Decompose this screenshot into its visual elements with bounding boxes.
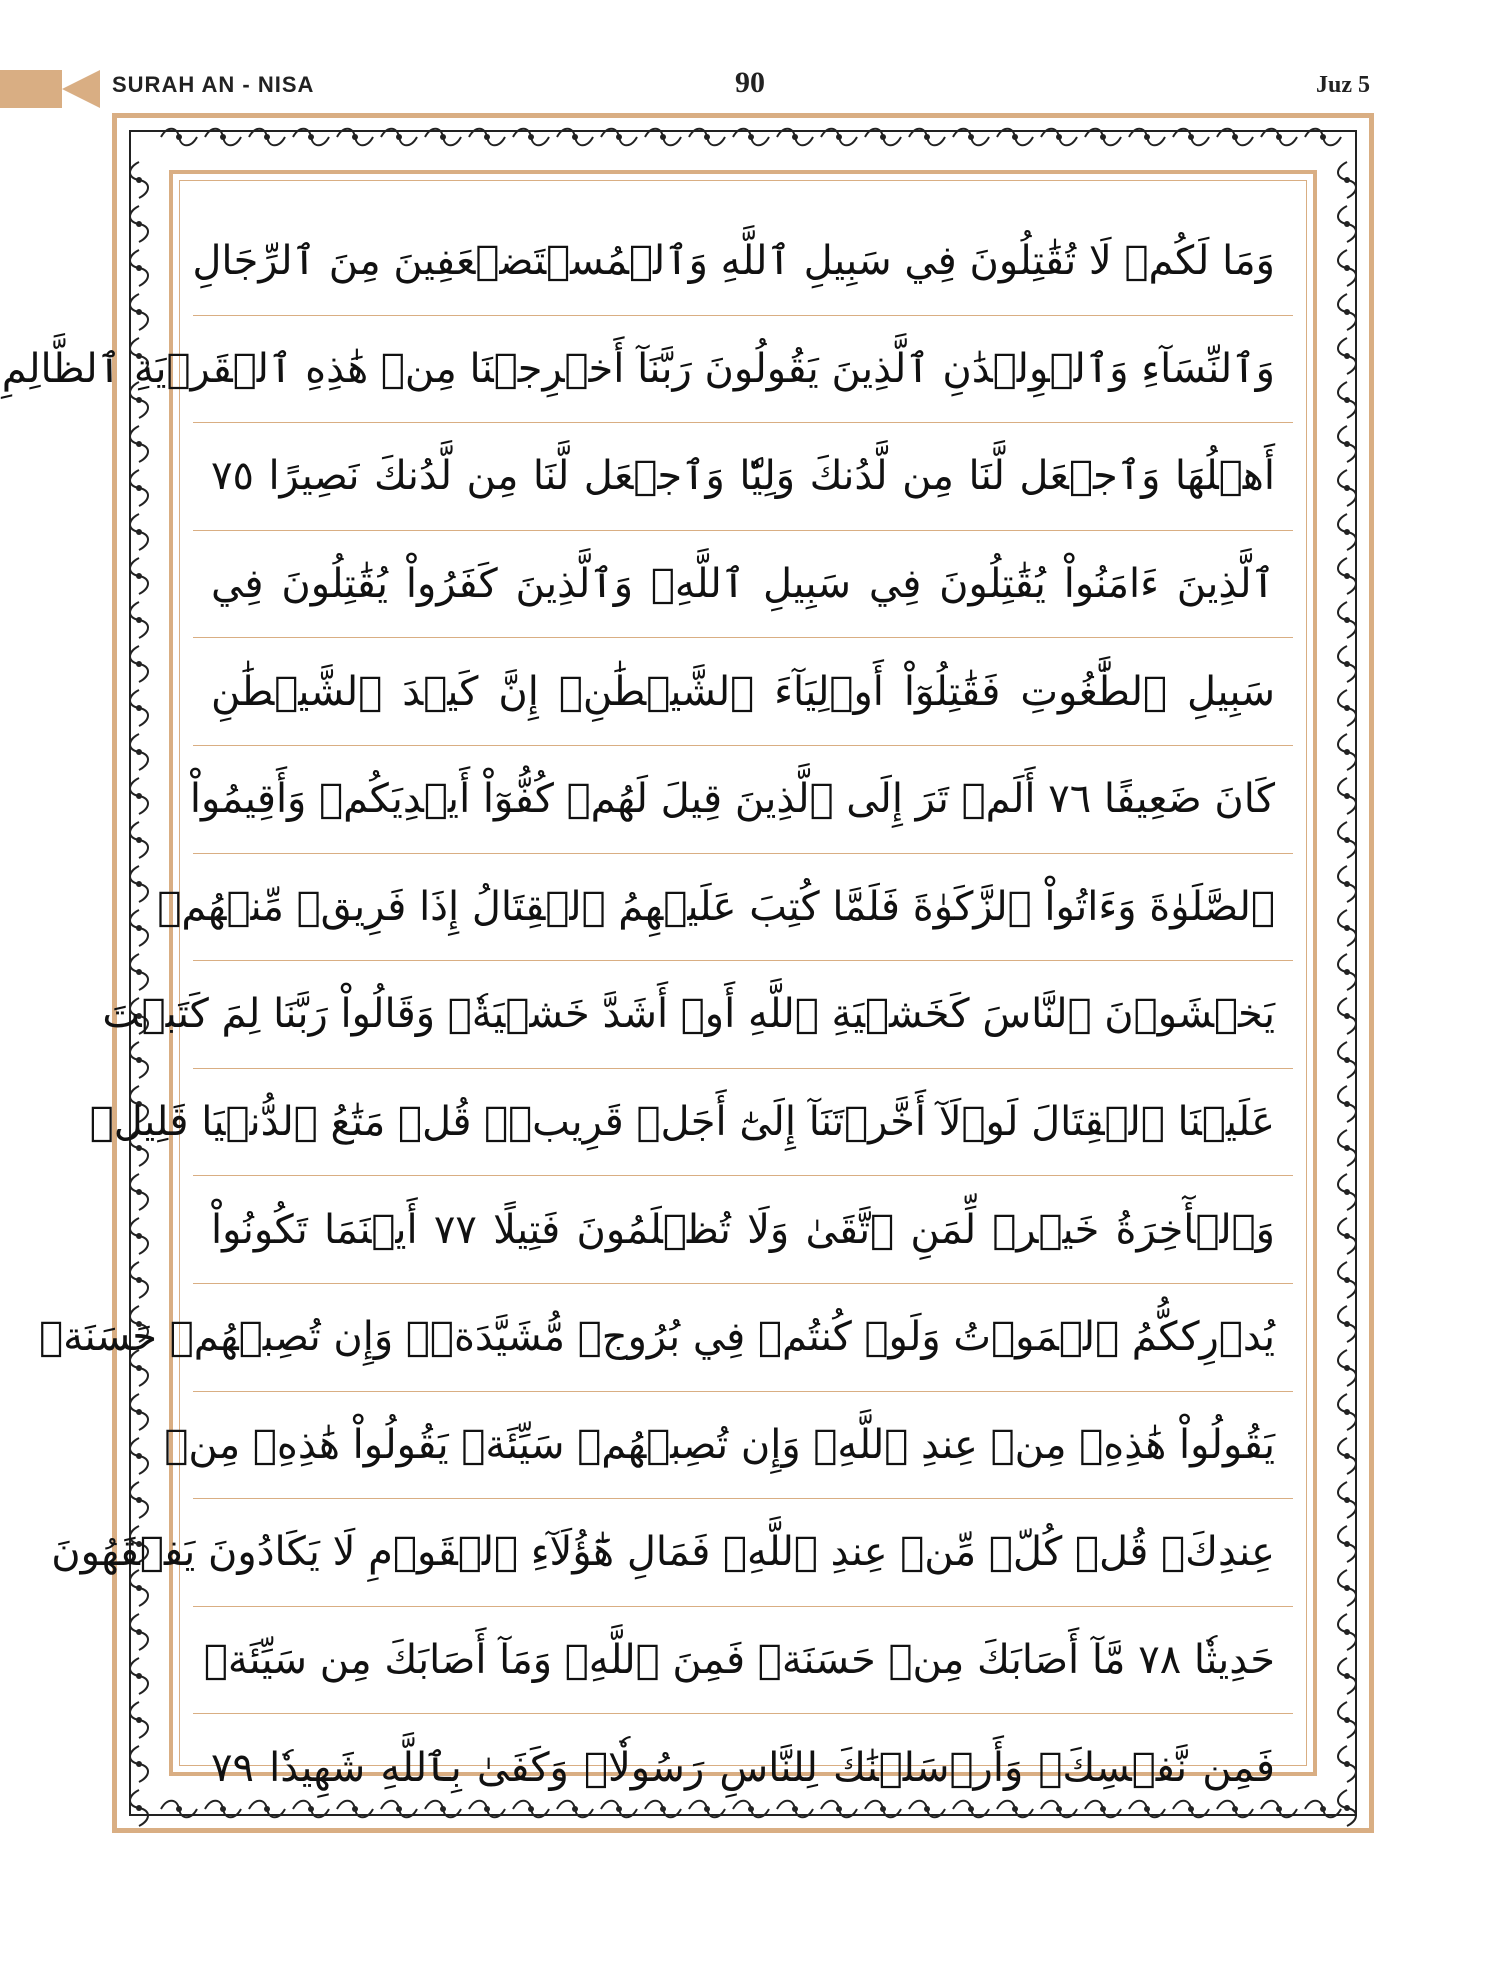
page-number: 90 bbox=[735, 66, 765, 99]
text-line bbox=[39, 1284, 1293, 1392]
line-text: وَمَا لَكُمۡ لَا تُقَٰتِلُونَ فِي سَبِيلِ ٱللَّهِ وَٱلۡمُسۡتَضۡعَفِينَ مِنَ ٱلرِّجَالِ bbox=[192, 238, 1275, 285]
line-text: أَهۡلُهَا وَٱجۡعَل لَّنَا مِن لَّدُنكَ وَلِيّٗا وَٱجۡعَل لَّنَا مِن لَّدُنكَ نَصِيرًا ٧٥ bbox=[211, 453, 1275, 500]
text-line bbox=[157, 854, 1293, 962]
text-line bbox=[102, 961, 1293, 1069]
surah-name: SURAH AN - NISA bbox=[112, 72, 315, 97]
line-text: يُدۡرِككُّمُ ٱلۡمَوۡتُ وَلَوۡ كُنتُمۡ فِي بُرُوجٖ مُّشَيَّدَةٖۗ وَإِن تُصِبۡهُمۡ حَسَنَةٞ bbox=[39, 1314, 1275, 1361]
line-text: ٱلصَّلَوٰةَ وَءَاتُواْ ٱلزَّكَوٰةَ فَلَمَّا كُتِبَ عَلَيۡهِمُ ٱلۡقِتَالُ إِذَا فَرِيقٞ مِّنۡهُمۡ bbox=[157, 883, 1275, 930]
line-text: يَقُولُواْ هَٰذِهِۦ مِنۡ عِندِ ٱللَّهِۖ وَإِن تُصِبۡهُمۡ سَيِّئَةٞ يَقُولُواْ هَٰذِهِۦ مِنۡ bbox=[164, 1421, 1275, 1468]
text-line bbox=[51, 1499, 1293, 1607]
line-text: حَدِيثٗا ٧٨ مَّآ أَصَابَكَ مِنۡ حَسَنَةٖ فَمِنَ ٱللَّهِۖ وَمَآ أَصَابَكَ مِن سَيِّئَةٖ bbox=[203, 1637, 1275, 1684]
line-text: ٱلَّذِينَ ءَامَنُواْ يُقَٰتِلُونَ فِي سَبِيلِ ٱللَّهِۖ وَٱلَّذِينَ كَفَرُواْ يُقَٰتِلُونَ فِي bbox=[211, 561, 1275, 608]
line-text: فَمِن نَّفۡسِكَۚ وَأَرۡسَلۡنَٰكَ لِلنَّاسِ رَسُولٗاۚ وَكَفَىٰ بِٱللَّهِ شَهِيدٗا ٧٩ bbox=[211, 1745, 1275, 1792]
line-text: يَخۡشَوۡنَ ٱلنَّاسَ كَخَشۡيَةِ ٱللَّهِ أَوۡ أَشَدَّ خَشۡيَةٗۚ وَقَالُواْ رَبَّنَا لِمَ كَتَبۡتَ bbox=[102, 991, 1275, 1038]
top-ornament-band bbox=[157, 122, 1329, 152]
text-line bbox=[193, 1607, 1293, 1715]
text-line bbox=[1, 316, 1293, 424]
text-line bbox=[89, 1069, 1293, 1177]
text-line bbox=[193, 638, 1293, 746]
right-ornament-band bbox=[1329, 158, 1365, 1788]
line-text: عَلَيۡنَا ٱلۡقِتَالَ لَوۡلَآ أَخَّرۡتَنَآ إِلَىٰٓ أَجَلٖ قَرِيبٖۗ قُلۡ مَتَٰعُ ٱلدُّنۡيَا قَلِيلٞ bbox=[89, 1099, 1275, 1146]
line-text: كَانَ ضَعِيفًا ٧٦ أَلَمۡ تَرَ إِلَى ٱلَّذِينَ قِيلَ لَهُمۡ كُفُّوٓاْ أَيۡدِيَكُمۡ وَأَقِيمُواْ bbox=[189, 776, 1275, 823]
page-frame bbox=[1, 113, 1374, 1833]
line-text: وَٱلنِّسَآءِ وَٱلۡوِلۡدَٰنِ ٱلَّذِينَ يَقُولُونَ رَبَّنَآ أَخۡرِجۡنَا مِنۡ هَٰذِهِ ٱلۡقَرۡيَةِ ٱلظَّالِمِ bbox=[1, 345, 1275, 392]
line-text: سَبِيلِ ٱلطَّٰغُوتِ فَقَٰتِلُوٓاْ أَوۡلِيَآءَ ٱلشَّيۡطَٰنِۖ إِنَّ كَيۡدَ ٱلشَّيۡطَٰنِ bbox=[211, 668, 1275, 715]
text-line bbox=[164, 1392, 1293, 1500]
page-header bbox=[0, 0, 1496, 120]
line-text: عِندِكَۚ قُلۡ كُلّٞ مِّنۡ عِندِ ٱللَّهِۖ فَمَالِ هَٰٓؤُلَآءِ ٱلۡقَوۡمِ لَا يَكَادُونَ يَفۡقَهُونَ bbox=[51, 1529, 1275, 1576]
text-line bbox=[193, 531, 1293, 639]
text-line bbox=[193, 423, 1293, 531]
text-line bbox=[193, 1176, 1293, 1284]
line-text: وَٱلۡأٓخِرَةُ خَيۡرٞ لِّمَنِ ٱتَّقَىٰ وَلَا تُظۡلَمُونَ فَتِيلًا ٧٧ أَيۡنَمَا تَكُونُواْ bbox=[211, 1206, 1276, 1253]
text-line bbox=[189, 746, 1293, 854]
verse-lines bbox=[1, 208, 1293, 1822]
text-line bbox=[193, 208, 1293, 316]
juz-label: Juz 5 bbox=[1316, 72, 1370, 98]
text-line bbox=[193, 1714, 1293, 1822]
